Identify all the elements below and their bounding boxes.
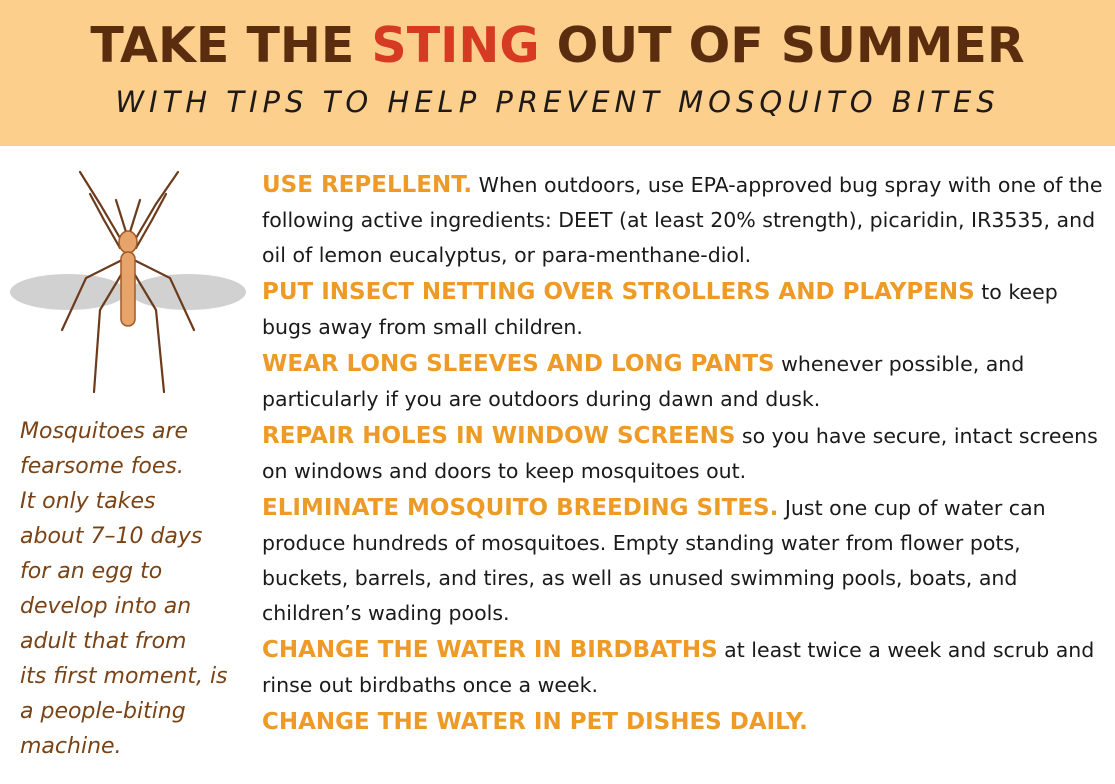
- title-part2: OUT OF SUMMER: [539, 17, 1025, 74]
- title-part1: TAKE THE: [90, 17, 372, 74]
- page-title: [0, 18, 1115, 74]
- tip-heading: WEAR LONG SLEEVES AND LONG PANTS: [262, 351, 775, 377]
- tip-body: Just one cup of water can produce hundreds of mosquitoes. Empty standing water from flower pots, buckets, barrels, and tires, as well as unused swimming pools, boats, and children’s wading pools.: [262, 496, 1046, 625]
- tip-heading: REPAIR HOLES IN WINDOW SCREENS: [262, 423, 736, 449]
- tip-heading: CHANGE THE WATER IN PET DISHES DAILY.: [262, 709, 808, 735]
- tip-body: whenever possible, and particularly if you are outdoors during dawn and dusk.: [262, 352, 1025, 411]
- sidebar-fact: Mosquitoes are fearsome foes. It only takes about 7–10 days for an egg to develop into an adult that from its first moment, is a people-biting machine.: [20, 419, 228, 759]
- tip-item: [262, 633, 1112, 703]
- tip-heading: CHANGE THE WATER IN BIRDBATHS: [262, 637, 718, 663]
- tip-heading: USE REPELLENT.: [262, 172, 473, 198]
- tip-item: [262, 705, 1112, 740]
- mosquito-icon: [8, 160, 248, 400]
- title-accent: STING: [371, 17, 540, 74]
- header-banner: [0, 0, 1115, 146]
- tip-item: [262, 419, 1112, 489]
- tip-body: at least twice a week and scrub and rinse out birdbaths once a week.: [262, 638, 1095, 697]
- tip-body: so you have secure, intact screens on windows and doors to keep mosquitoes out.: [262, 424, 1098, 483]
- tip-heading: ELIMINATE MOSQUITO BREEDING SITES.: [262, 495, 779, 521]
- tip-item: [262, 491, 1112, 631]
- tip-body: to keep bugs away from small children.: [262, 280, 1058, 339]
- tip-heading: PUT INSECT NETTING OVER STROLLERS AND PLAYPENS: [262, 279, 975, 305]
- tip-item: [262, 168, 1112, 273]
- tips-list: [262, 168, 1112, 742]
- tip-item: [262, 275, 1112, 345]
- tip-item: [262, 347, 1112, 417]
- page-subtitle: WITH TIPS TO HELP PREVENT MOSQUITO BITES: [115, 85, 1000, 119]
- tip-body: When outdoors, use EPA-approved bug spray with one of the following active ingredients: DEET (at least 20% strength), picaridin, IR3535, and oil of lemon eucalyptus, or para-menthane-diol.: [262, 173, 1103, 267]
